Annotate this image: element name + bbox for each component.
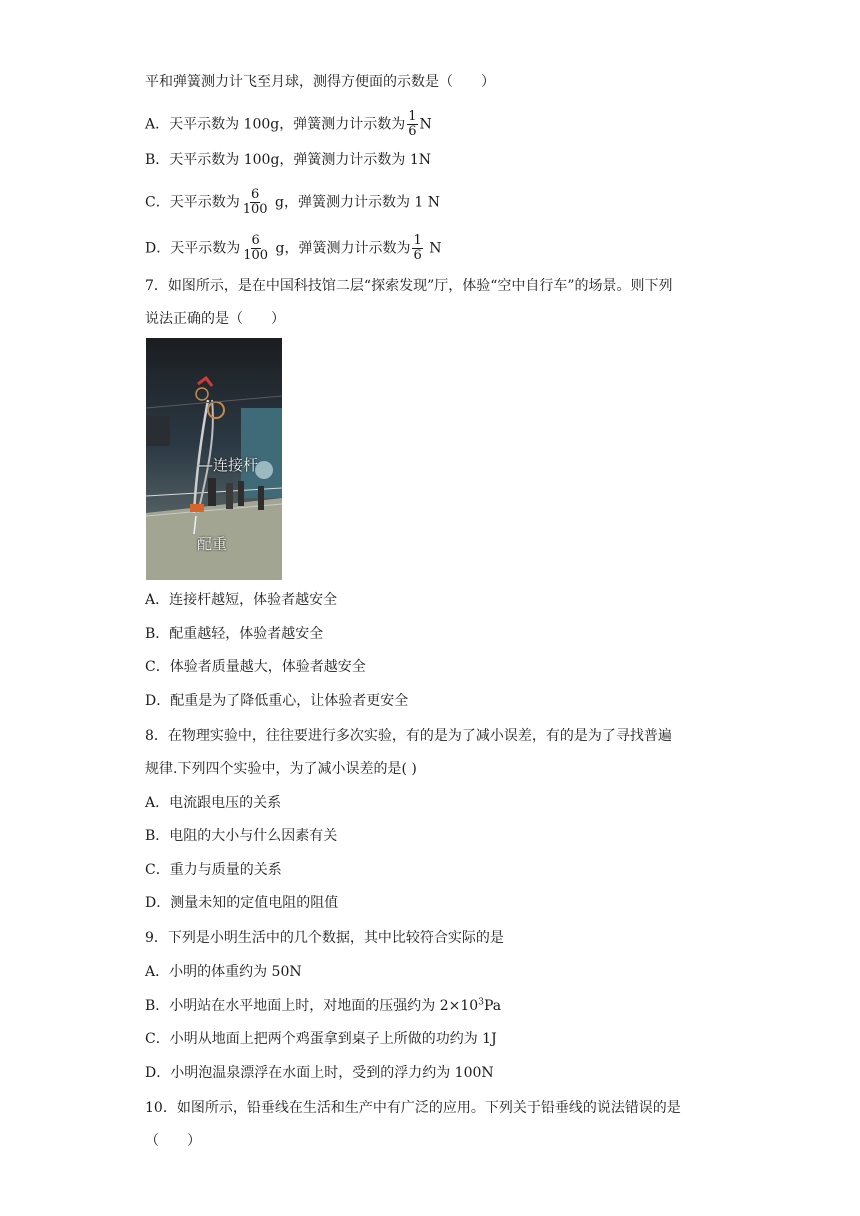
photo-label-weight: 配重 bbox=[197, 535, 228, 553]
q9-option-b-unit: Pa bbox=[483, 998, 502, 1014]
fraction-denominator: 6 bbox=[413, 248, 422, 263]
q6-option-a-unit: N bbox=[419, 116, 432, 133]
q6-option-c-rest: g，弹簧测力计示数为 1 N bbox=[270, 194, 441, 211]
fraction-numerator: 6 bbox=[251, 233, 260, 248]
fraction-denominator: 6 bbox=[408, 124, 417, 139]
q9-option-d: D．小明泡温泉漂浮在水面上时，受到的浮力约为 100N bbox=[145, 1065, 494, 1081]
q7-option-a: A．连接杆越短，体验者越安全 bbox=[145, 592, 338, 608]
q6-option-a-fraction bbox=[407, 110, 417, 139]
q8-option-d: D．测量未知的定值电阻的阻值 bbox=[145, 895, 339, 911]
q6-option-d-fraction-2 bbox=[412, 234, 422, 263]
q10-stem-line1: 10．如图所示，铅垂线在生活和生产中有广泛的应用。下列关于铅垂线的说法错误的是 bbox=[145, 1100, 681, 1116]
sky-bike-photo bbox=[146, 338, 282, 580]
q8-option-c: C．重力与质量的关系 bbox=[145, 862, 282, 878]
q9-option-c: C．小明从地面上把两个鸡蛋拿到桌子上所做的功约为 1J bbox=[145, 1031, 497, 1047]
q7-stem-line2: 说法正确的是（ ） bbox=[145, 311, 285, 327]
fraction-denominator: 100 bbox=[242, 202, 268, 217]
q6-option-d-text: D．天平示数为 bbox=[145, 240, 241, 257]
fraction-denominator: 100 bbox=[243, 248, 269, 263]
q9-option-a: A．小明的体重约为 50N bbox=[145, 964, 302, 980]
q6-option-b: B．天平示数为 100g，弹簧测力计示数为 1N bbox=[145, 152, 432, 168]
q9-option-b-text: B．小明站在水平地面上时，对地面的压强约为 2×10 bbox=[145, 998, 479, 1014]
q7-option-b: B．配重越轻，体验者越安全 bbox=[145, 626, 324, 642]
q6-option-c-fraction bbox=[242, 188, 269, 217]
q7-option-c: C．体验者质量越大，体验者越安全 bbox=[145, 659, 366, 675]
q6-option-d-mid: g，弹簧测力计示数为 bbox=[271, 240, 411, 257]
fraction-numerator: 6 bbox=[250, 187, 260, 202]
q7-option-d: D．配重是为了降低重心，让体验者更安全 bbox=[145, 693, 409, 709]
q10-stem-line2: （ ） bbox=[145, 1133, 201, 1149]
q8-option-b: B．电阻的大小与什么因素有关 bbox=[145, 828, 338, 844]
q6-option-a-text: A．天平示数为 100g，弹簧测力计示数为 bbox=[145, 116, 406, 133]
q6-option-d-fraction bbox=[242, 234, 269, 263]
q6-option-a bbox=[145, 110, 432, 139]
q6-option-c bbox=[145, 188, 440, 217]
q8-stem-line2: 规律.下列四个实验中，为了减小误差的是( ) bbox=[145, 761, 417, 777]
q9-option-b-exponent: 3 bbox=[478, 997, 484, 1008]
q6-option-d-unit: N bbox=[424, 240, 442, 257]
fraction-numerator: 1 bbox=[413, 233, 422, 248]
photo-label-rod: —连接杆 bbox=[198, 456, 259, 474]
q8-option-a: A．电流跟电压的关系 bbox=[145, 795, 282, 811]
q7-stem-line1: 7．如图所示，是在中国科技馆二层“探索发现”厅，体验“空中自行车”的场景。则下列 bbox=[145, 278, 673, 294]
q8-stem-line1: 8．在物理实验中，往往要进行多次实验，有的是为了减小误差，有的是为了寻找普遍 bbox=[145, 728, 672, 744]
q6-stem-tail: 平和弹簧测力计飞至月球，测得方便面的示数是（ ） bbox=[145, 74, 495, 90]
q9-stem: 9．下列是小明生活中的几个数据，其中比较符合实际的是 bbox=[145, 930, 504, 946]
q6-option-c-text: C．天平示数为 bbox=[145, 194, 240, 211]
q6-option-d bbox=[145, 234, 441, 263]
fraction-numerator: 1 bbox=[408, 109, 417, 124]
q9-option-b bbox=[145, 996, 501, 1016]
